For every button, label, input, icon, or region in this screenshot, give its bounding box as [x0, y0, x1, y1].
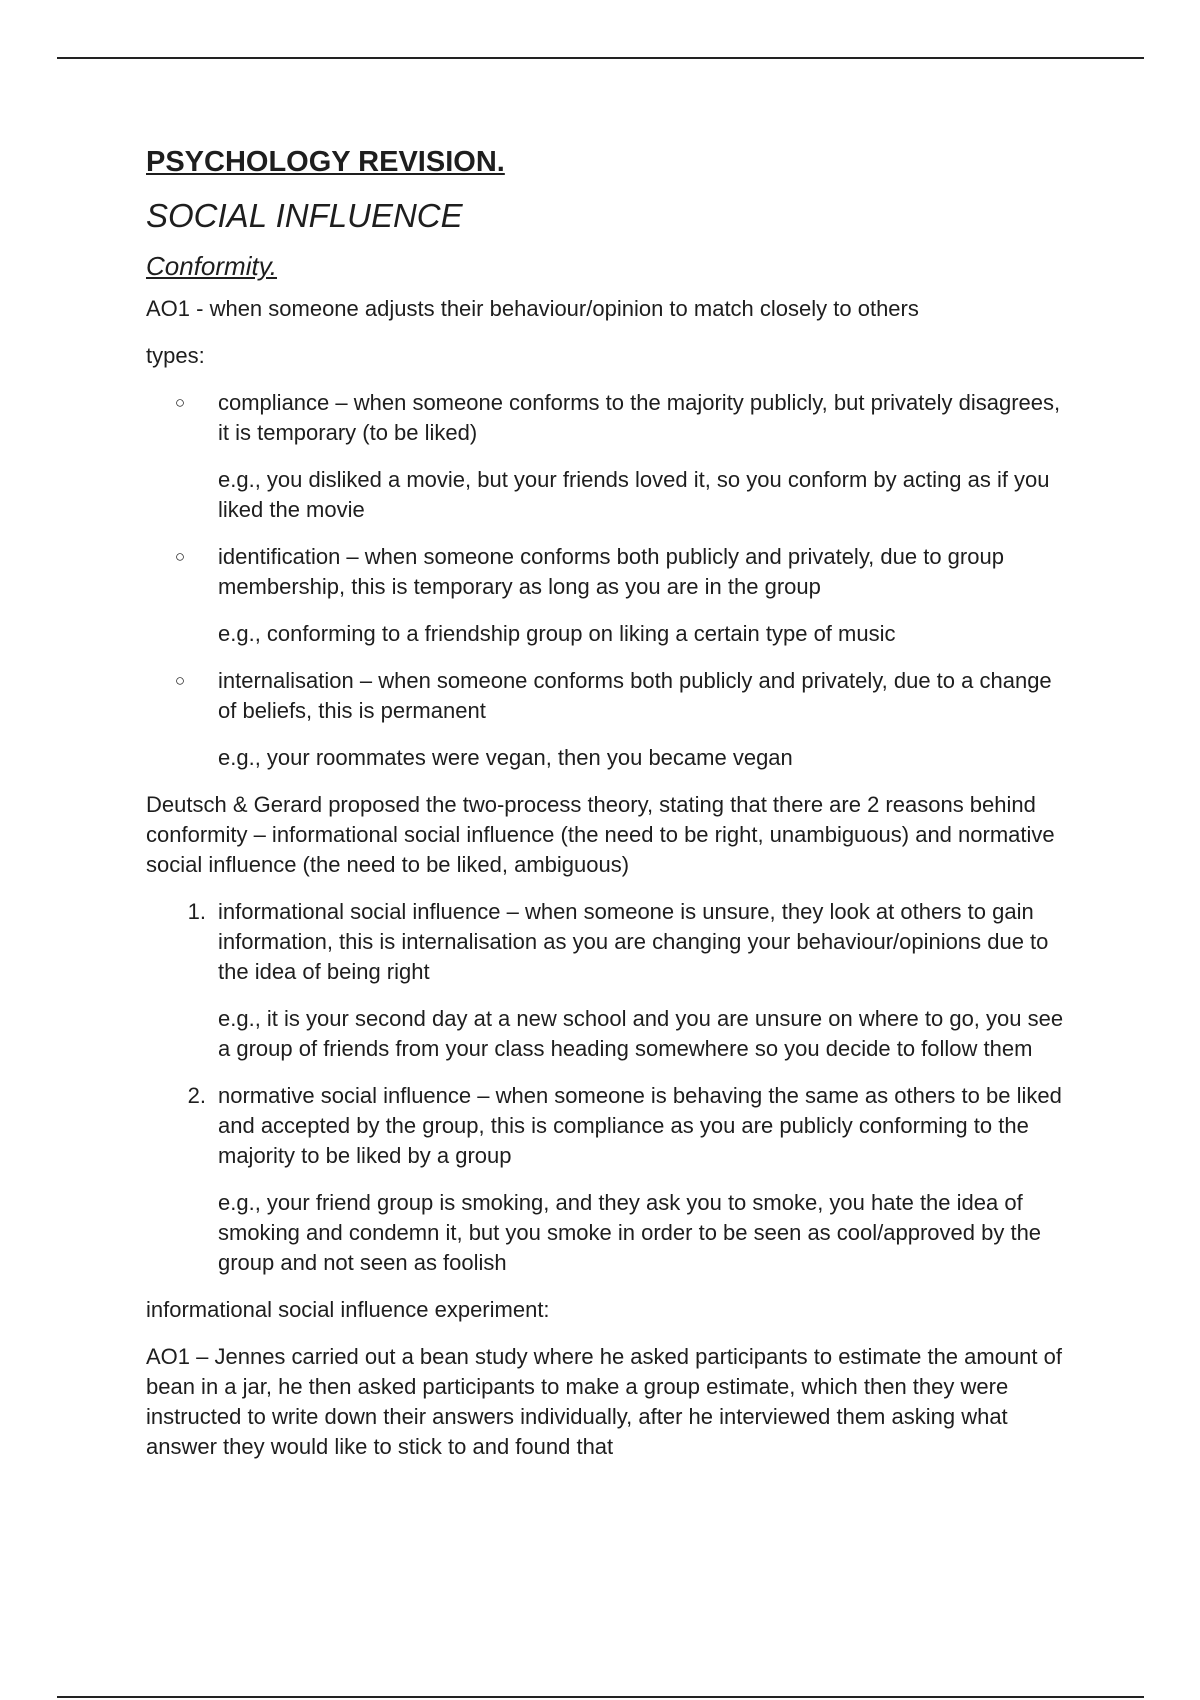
list-item-identification: [146, 542, 1066, 602]
example-text: e.g., your friend group is smoking, and they ask you to smoke, you hate the idea of smoking and condemn it, but you smoke in order to be seen as cool/approved by the group and not seen as foolish: [218, 1190, 1042, 1275]
ao1-definition: AO1 - when someone adjusts their behaviour/opinion to match closely to others: [146, 296, 919, 321]
top-rule: [57, 57, 1144, 59]
list-item-text: normative social influence – when someone is behaving the same as others to be liked and accepted by the group, this is compliance as you are publicly conforming to the majority to be liked by a group: [218, 1083, 1062, 1168]
types-label: types:: [146, 343, 205, 368]
example-text: e.g., it is your second day at a new school and you are unsure on where to go, you see a group of friends from your class heading somewhere so you decide to follow them: [218, 1006, 1064, 1061]
list-number: 1.: [187, 899, 206, 924]
experiment-label: informational social influence experiment:: [146, 1297, 550, 1322]
jennes-paragraph: AO1 – Jennes carried out a bean study where he asked participants to estimate the amount of bean in a jar, he then asked participants to make a group estimate, which then they were instructed to write down their answers individually, after he interviewed them asking what answer they would like to stick to and found that: [146, 1344, 1062, 1459]
numbered-item-informational: [146, 897, 1066, 987]
example-text: e.g., your roommates were vegan, then you became vegan: [218, 745, 793, 770]
page-title: PSYCHOLOGY REVISION.: [146, 146, 505, 178]
list-number: 2.: [187, 1083, 206, 1108]
document-body: [146, 144, 1066, 1479]
bullet-circle-icon: ○: [174, 547, 186, 566]
list-item-text: informational social influence – when someone is unsure, they look at others to gain information, this is internalisation as you are changing your behaviour/opinions due to the idea of being right: [218, 899, 1049, 984]
bullet-circle-icon: ○: [174, 393, 186, 412]
example-text: e.g., you disliked a movie, but your friends loved it, so you conform by acting as if you liked the movie: [218, 467, 1050, 522]
section-heading: SOCIAL INFLUENCE: [146, 197, 463, 234]
list-item-compliance: [146, 388, 1066, 448]
list-item-text: compliance – when someone conforms to the majority publicly, but privately disagrees, it is temporary (to be liked): [218, 390, 1061, 445]
numbered-item-normative: [146, 1081, 1066, 1171]
list-item-text: internalisation – when someone conforms both publicly and privately, due to a change of beliefs, this is permanent: [218, 668, 1052, 723]
example-text: e.g., conforming to a friendship group on liking a certain type of music: [218, 621, 896, 646]
bottom-rule: [57, 1696, 1144, 1698]
subheading-conformity: Conformity.: [146, 251, 277, 281]
list-item-text: identification – when someone conforms both publicly and privately, due to group membership, this is temporary as long as you are in the group: [218, 544, 1004, 599]
deutsch-gerard-paragraph: Deutsch & Gerard proposed the two-process theory, stating that there are 2 reasons behind conformity – informational social influence (the need to be right, unambiguous) and normative social influence (the need to be liked, ambiguous): [146, 792, 1055, 877]
list-item-internalisation: [146, 666, 1066, 726]
bullet-circle-icon: ○: [174, 671, 186, 690]
